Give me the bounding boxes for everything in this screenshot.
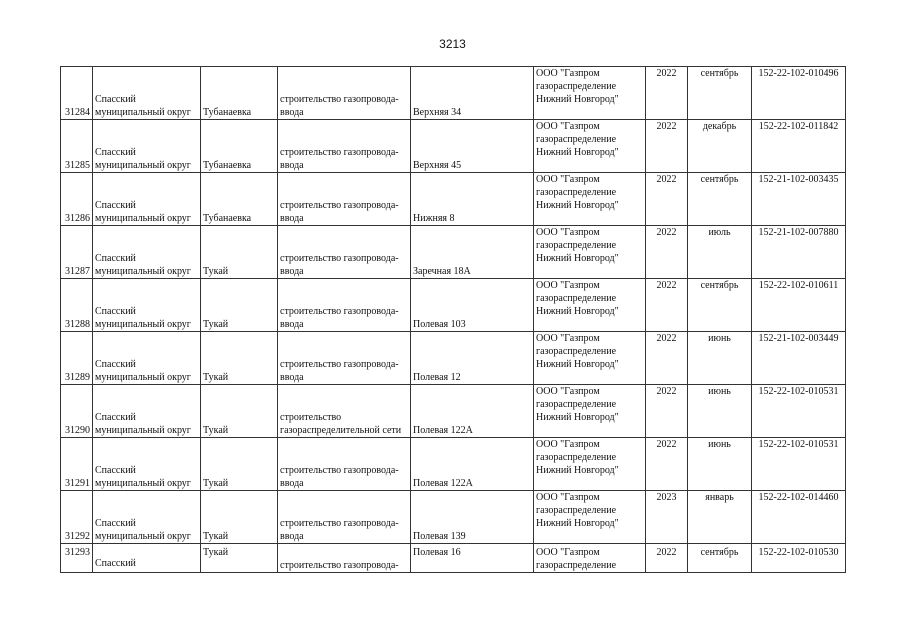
cell-address: Полевая 12 — [411, 332, 534, 385]
cell-address: Верхняя 45 — [411, 120, 534, 173]
cell-organization — [534, 226, 646, 279]
cell-work-type — [278, 491, 411, 544]
cell-district-line: муниципальный округ — [95, 107, 191, 118]
cell-record-number: 31286 — [61, 173, 93, 226]
cell-address: Полевая 103 — [411, 279, 534, 332]
cell-address: Полевая 139 — [411, 491, 534, 544]
table-row — [61, 491, 846, 544]
cell-work-type-line: строительство газопровода- — [280, 560, 399, 571]
cell-year: 2022 — [646, 67, 688, 120]
cell-record-number: 31284 — [61, 67, 93, 120]
cell-registry-code: 152-21-102-007880 — [752, 226, 846, 279]
cell-registry-code: 152-22-102-010531 — [752, 385, 846, 438]
cell-work-type-line: строительство газопровода- — [280, 518, 399, 529]
cell-work-type-line: ввода — [280, 213, 304, 224]
cell-work-type — [278, 385, 411, 438]
cell-year: 2022 — [646, 385, 688, 438]
cell-work-type — [278, 173, 411, 226]
cell-registry-code: 152-22-102-010496 — [752, 67, 846, 120]
cell-work-type — [278, 120, 411, 173]
cell-organization-line: газораспределение — [536, 293, 617, 304]
cell-address: Полевая 16 — [411, 544, 534, 573]
cell-organization-line: Нижний Новгород" — [536, 359, 619, 370]
cell-organization-line: Нижний Новгород" — [536, 253, 619, 264]
cell-month: июнь — [688, 385, 752, 438]
cell-year: 2022 — [646, 438, 688, 491]
cell-district — [93, 491, 201, 544]
cell-record-number: 31292 — [61, 491, 93, 544]
cell-month: сентябрь — [688, 544, 752, 573]
cell-work-type — [278, 438, 411, 491]
cell-district-line: муниципальный округ — [95, 372, 191, 383]
cell-work-type — [278, 332, 411, 385]
cell-organization-line: ООО "Газпром — [536, 547, 600, 558]
cell-year: 2022 — [646, 173, 688, 226]
cell-work-type-line: строительство газопровода- — [280, 306, 399, 317]
table-row — [61, 438, 846, 491]
cell-settlement: Тукай — [201, 226, 278, 279]
cell-district — [93, 226, 201, 279]
cell-organization-line: газораспределение — [536, 560, 617, 571]
cell-settlement: Тукай — [201, 491, 278, 544]
cell-organization-line: Нижний Новгород" — [536, 412, 619, 423]
page-number: 3213 — [439, 37, 466, 51]
cell-month: декабрь — [688, 120, 752, 173]
cell-district-line: муниципальный округ — [95, 160, 191, 171]
cell-work-type — [278, 544, 411, 573]
cell-work-type-line: ввода — [280, 266, 304, 277]
cell-district — [93, 279, 201, 332]
cell-work-type-line: ввода — [280, 372, 304, 383]
cell-record-number: 31288 — [61, 279, 93, 332]
cell-organization-line: Нижний Новгород" — [536, 518, 619, 529]
cell-organization-line: ООО "Газпром — [536, 386, 600, 397]
cell-organization-line: Нижний Новгород" — [536, 306, 619, 317]
cell-work-type-line: ввода — [280, 531, 304, 542]
cell-organization — [534, 385, 646, 438]
table-row — [61, 279, 846, 332]
cell-month: сентябрь — [688, 67, 752, 120]
cell-district-line: муниципальный округ — [95, 319, 191, 330]
cell-year: 2022 — [646, 120, 688, 173]
cell-work-type — [278, 67, 411, 120]
cell-district-line: муниципальный округ — [95, 213, 191, 224]
table-row — [61, 385, 846, 438]
cell-work-type-line: ввода — [280, 107, 304, 118]
table-row — [61, 173, 846, 226]
cell-organization-line: ООО "Газпром — [536, 227, 600, 238]
cell-work-type-line: строительство газопровода- — [280, 359, 399, 370]
registry-table — [60, 66, 846, 573]
cell-organization — [534, 438, 646, 491]
cell-year: 2023 — [646, 491, 688, 544]
cell-work-type-line: ввода — [280, 160, 304, 171]
cell-organization-line: газораспределение — [536, 505, 617, 516]
cell-work-type-line: газораспределительной сети — [280, 425, 402, 436]
cell-district-line: Спасский — [95, 200, 136, 211]
cell-settlement: Тукай — [201, 544, 278, 573]
table-row — [61, 544, 846, 573]
cell-organization-line: газораспределение — [536, 134, 617, 145]
cell-work-type-line: строительство — [280, 412, 342, 423]
cell-organization-line: ООО "Газпром — [536, 68, 600, 79]
cell-registry-code: 152-22-102-014460 — [752, 491, 846, 544]
cell-work-type — [278, 279, 411, 332]
cell-organization-line: газораспределение — [536, 81, 617, 92]
cell-district-line: муниципальный округ — [95, 425, 191, 436]
cell-settlement: Тукай — [201, 438, 278, 491]
cell-organization-line: ООО "Газпром — [536, 439, 600, 450]
cell-work-type-line: строительство газопровода- — [280, 465, 399, 476]
cell-address: Нижняя 8 — [411, 173, 534, 226]
cell-registry-code: 152-22-102-011842 — [752, 120, 846, 173]
cell-district — [93, 544, 201, 573]
cell-settlement: Тубанаевка — [201, 173, 278, 226]
cell-organization-line: ООО "Газпром — [536, 174, 600, 185]
cell-registry-code: 152-21-102-003449 — [752, 332, 846, 385]
cell-district — [93, 173, 201, 226]
cell-month: январь — [688, 491, 752, 544]
cell-record-number: 31287 — [61, 226, 93, 279]
cell-organization-line: Нижний Новгород" — [536, 147, 619, 158]
cell-organization-line: ООО "Газпром — [536, 121, 600, 132]
cell-organization — [534, 279, 646, 332]
table-row — [61, 332, 846, 385]
cell-work-type-line: строительство газопровода- — [280, 147, 399, 158]
cell-address: Заречная 18А — [411, 226, 534, 279]
cell-address: Верхняя 34 — [411, 67, 534, 120]
cell-district-line: Спасский — [95, 465, 136, 476]
cell-district-line: Спасский — [95, 253, 136, 264]
cell-organization — [534, 67, 646, 120]
cell-organization-line: газораспределение — [536, 240, 617, 251]
cell-district — [93, 332, 201, 385]
cell-organization-line: Нижний Новгород" — [536, 465, 619, 476]
cell-organization-line: ООО "Газпром — [536, 280, 600, 291]
cell-work-type-line: строительство газопровода- — [280, 253, 399, 264]
cell-organization-line: газораспределение — [536, 346, 617, 357]
cell-record-number: 31289 — [61, 332, 93, 385]
cell-settlement: Тукай — [201, 385, 278, 438]
cell-registry-code: 152-21-102-003435 — [752, 173, 846, 226]
cell-district — [93, 438, 201, 491]
cell-month: сентябрь — [688, 173, 752, 226]
cell-address: Полевая 122А — [411, 438, 534, 491]
cell-organization-line: газораспределение — [536, 187, 617, 198]
cell-district-line: муниципальный округ — [95, 478, 191, 489]
cell-organization-line: Нижний Новгород" — [536, 200, 619, 211]
table-row — [61, 67, 846, 120]
cell-organization — [534, 332, 646, 385]
cell-district-line: муниципальный округ — [95, 266, 191, 277]
cell-year: 2022 — [646, 226, 688, 279]
cell-district — [93, 385, 201, 438]
cell-organization-line: ООО "Газпром — [536, 492, 600, 503]
cell-organization — [534, 544, 646, 573]
cell-address: Полевая 122А — [411, 385, 534, 438]
cell-settlement: Тубанаевка — [201, 67, 278, 120]
cell-settlement: Тукай — [201, 279, 278, 332]
table-row — [61, 226, 846, 279]
table-row — [61, 120, 846, 173]
cell-record-number: 31285 — [61, 120, 93, 173]
cell-year: 2022 — [646, 544, 688, 573]
cell-month: июнь — [688, 438, 752, 491]
cell-district-line: Спасский — [95, 147, 136, 158]
cell-settlement: Тукай — [201, 332, 278, 385]
cell-organization-line: Нижний Новгород" — [536, 94, 619, 105]
cell-month: июнь — [688, 332, 752, 385]
cell-district-line: Спасский — [95, 306, 136, 317]
cell-work-type-line: ввода — [280, 319, 304, 330]
cell-registry-code: 152-22-102-010530 — [752, 544, 846, 573]
cell-organization-line: газораспределение — [536, 452, 617, 463]
cell-district-line: муниципальный округ — [95, 531, 191, 542]
cell-record-number: 31290 — [61, 385, 93, 438]
cell-district-line: Спасский — [95, 558, 136, 569]
cell-record-number: 31293 — [61, 544, 93, 573]
cell-organization — [534, 120, 646, 173]
cell-district-line: Спасский — [95, 518, 136, 529]
cell-organization-line: ООО "Газпром — [536, 333, 600, 344]
cell-district — [93, 120, 201, 173]
cell-district-line: Спасский — [95, 94, 136, 105]
cell-year: 2022 — [646, 332, 688, 385]
cell-settlement: Тубанаевка — [201, 120, 278, 173]
cell-district-line: Спасский — [95, 359, 136, 370]
cell-work-type-line: строительство газопровода- — [280, 94, 399, 105]
cell-registry-code: 152-22-102-010531 — [752, 438, 846, 491]
cell-district-line: Спасский — [95, 412, 136, 423]
cell-record-number: 31291 — [61, 438, 93, 491]
cell-work-type — [278, 226, 411, 279]
cell-year: 2022 — [646, 279, 688, 332]
table-body — [61, 67, 846, 573]
cell-district — [93, 67, 201, 120]
cell-work-type-line: строительство газопровода- — [280, 200, 399, 211]
cell-organization — [534, 491, 646, 544]
cell-month: сентябрь — [688, 279, 752, 332]
cell-registry-code: 152-22-102-010611 — [752, 279, 846, 332]
cell-organization — [534, 173, 646, 226]
cell-organization-line: газораспределение — [536, 399, 617, 410]
cell-work-type-line: ввода — [280, 478, 304, 489]
cell-month: июль — [688, 226, 752, 279]
